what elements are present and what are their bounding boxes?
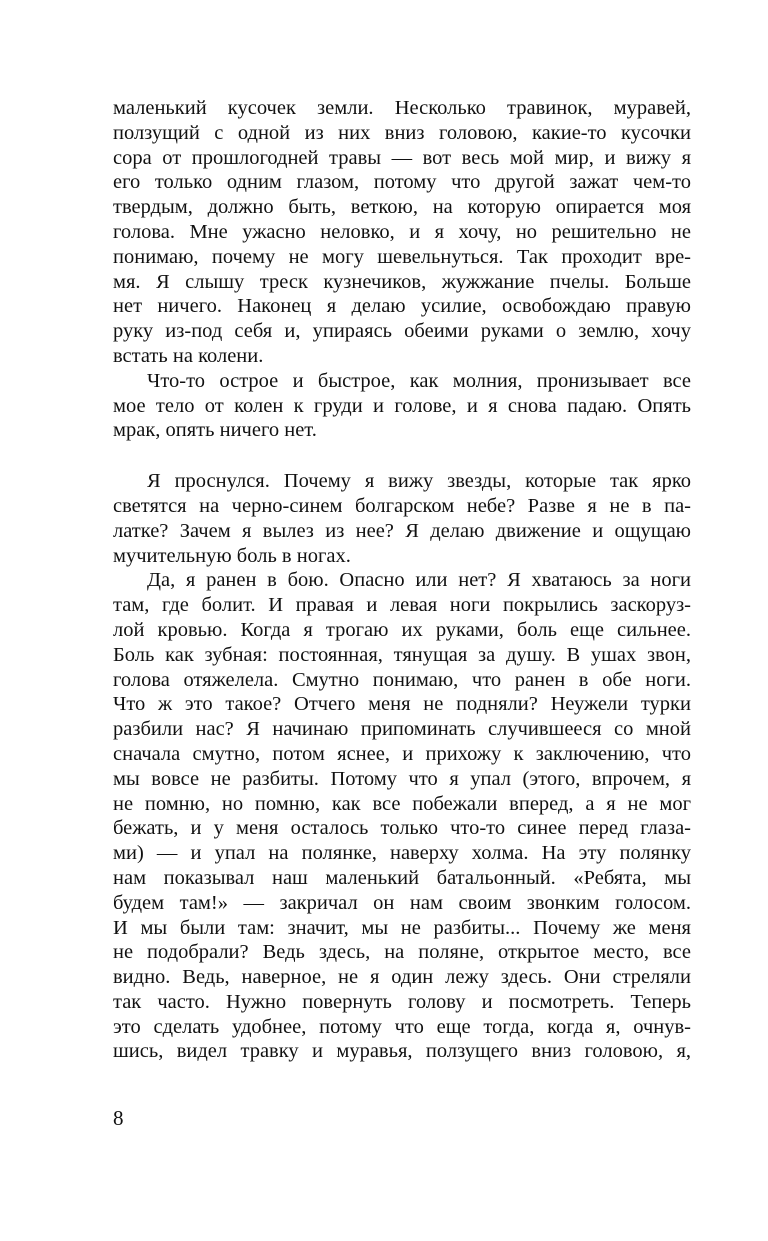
text-line: это сделать удобнее, потому что еще тогда, когда я, очнув- bbox=[113, 1015, 691, 1038]
page-number: 8 bbox=[113, 1106, 124, 1130]
text-line: будем там!» — закричал он нам своим звонким голосом. bbox=[113, 891, 691, 914]
text-line: нет ничего. Наконец я делаю усилие, освобождаю правую bbox=[113, 295, 691, 318]
text-line: видно. Ведь, наверное, не я один лежу здесь. Они стреляли bbox=[113, 966, 691, 989]
paragraph-1 bbox=[113, 96, 691, 369]
text-line: лой кровью. Когда я трогаю их руками, боль еще сильнее. bbox=[113, 618, 691, 641]
text-line: мы вовсе не разбиты. Потому что я упал (этого, впрочем, я bbox=[113, 767, 691, 790]
text-line: руку из-под себя и, упираясь обеими руками о землю, хочу bbox=[113, 320, 691, 343]
text-line: не подобрали? Ведь здесь, на поляне, открытое место, все bbox=[113, 941, 691, 964]
text-line: твердым, должно быть, веткою, на которую опирается моя bbox=[113, 196, 691, 219]
text-line: встать на колени. bbox=[113, 344, 264, 367]
text-line: ми) — и упал на полянке, наверху холма. На эту полянку bbox=[113, 842, 691, 865]
text-line: мое тело от колен к груди и голове, и я снова падаю. Опять bbox=[113, 394, 691, 417]
text-line: Да, я ранен в бою. Опасно или нет? Я хватаюсь за ноги bbox=[147, 569, 691, 592]
text-line: Я проснулся. Почему я вижу звезды, которые так ярко bbox=[147, 470, 691, 493]
text-line: понимаю, почему не могу шевельнуться. Так проходит вре- bbox=[113, 245, 691, 268]
text-line: разбили нас? Я начинаю припоминать случившееся со мной bbox=[113, 718, 691, 741]
text-line: шись, видел травку и муравья, ползущего вниз головою, я, bbox=[113, 1040, 691, 1063]
text-line: бежать, и у меня осталось только что-то синее перед глаза- bbox=[113, 817, 691, 840]
text-line: латке? Зачем я вылез из нее? Я делаю движение и ощущаю bbox=[113, 519, 691, 542]
paragraph-2 bbox=[113, 369, 691, 443]
text-line: Что ж это такое? Отчего меня не подняли? Неужели турки bbox=[113, 693, 691, 716]
text-line: не помню, но помню, как все побежали вперед, а я не мог bbox=[113, 792, 691, 815]
text-line: нам показывал наш маленький батальонный. «Ребята, мы bbox=[113, 866, 691, 889]
text-line: голова. Мне ужасно неловко, и я хочу, но решительно не bbox=[113, 220, 691, 243]
text-line: ползущий с одной из них вниз головою, какие-то кусочки bbox=[113, 121, 691, 144]
text-line: мучительную боль в ногах. bbox=[113, 544, 351, 567]
paragraph-4 bbox=[113, 568, 691, 1064]
text-line: там, где болит. И правая и левая ноги покрылись заскоруз- bbox=[113, 594, 691, 617]
text-line: маленький кусочек земли. Несколько травинок, муравей, bbox=[113, 97, 691, 119]
text-line: мрак, опять ничего нет. bbox=[113, 419, 317, 442]
paragraph-3 bbox=[113, 469, 691, 568]
text-line: И мы были там: значит, мы не разбиты... Почему же меня bbox=[113, 916, 691, 939]
text-line: мя. Я слышу треск кузнечиков, жужжание пчелы. Больше bbox=[113, 270, 691, 293]
text-line: Боль как зубная: постоянная, тянущая за душу. В ушах звон, bbox=[113, 643, 691, 666]
text-line: так часто. Нужно повернуть голову и посмотреть. Теперь bbox=[113, 990, 691, 1013]
section-break bbox=[113, 443, 691, 469]
text-line: сора от прошлогодней травы — вот весь мой мир, и вижу я bbox=[113, 146, 691, 169]
text-line: сначала смутно, потом яснее, и прихожу к заключению, что bbox=[113, 742, 691, 765]
text-line: светятся на черно-синем болгарском небе? Разве я не в па- bbox=[113, 494, 691, 517]
text-line: Что-то острое и быстрое, как молния, пронизывает все bbox=[147, 369, 691, 392]
text-line: голова отяжелела. Смутно понимаю, что ранен в обе ноги. bbox=[113, 668, 691, 691]
text-line: его только одним глазом, потому что другой зажат чем-то bbox=[113, 171, 691, 194]
page-body bbox=[113, 96, 691, 1064]
